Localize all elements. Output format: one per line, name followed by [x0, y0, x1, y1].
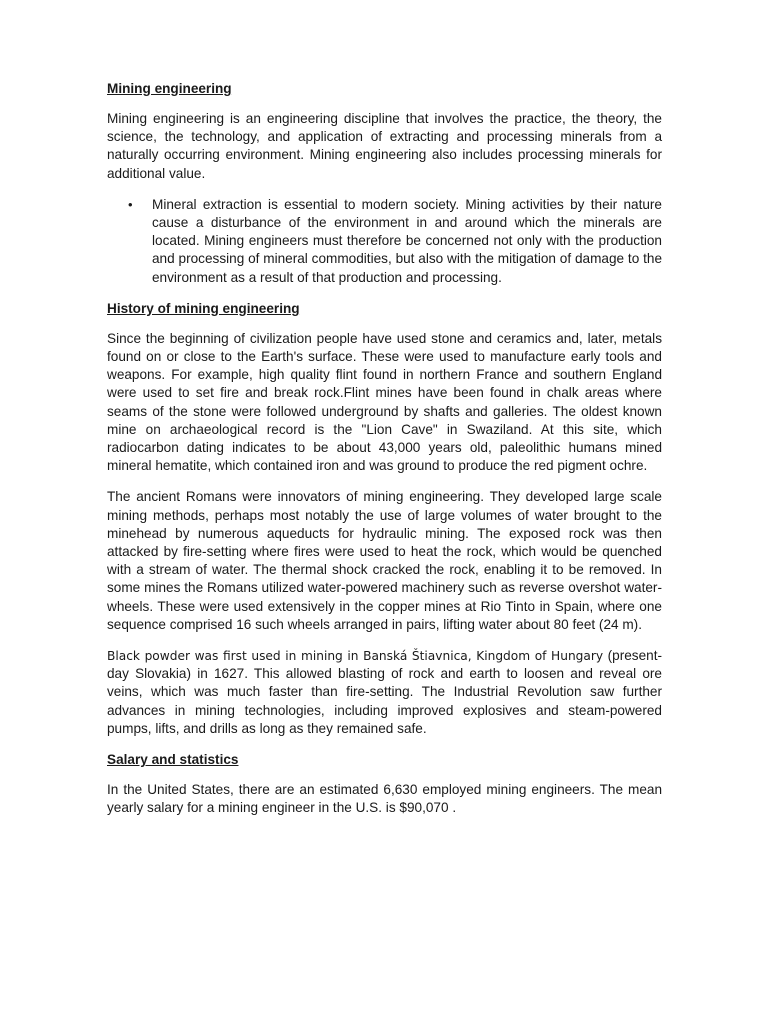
- paragraph-history-1: Since the beginning of civilization people have used stone and ceramics and, later, metals found on or close to the Earth's surface. These were used to manufacture early tools and weapons. For example, high quality flint found in northern France and southern England were used to set fire and break rock.Flint mines have been found in chalk areas where seams of the stone were followed underground by shafts and galleries. The oldest known mine on archaeological record is the "Lion Cave" in Swaziland. At this site, which radiocarbon dating indicates to be about 43,000 years old, paleolithic humans mined mineral hematite, which contained iron and was ground to produce the red pigment ochre.: [107, 330, 662, 474]
- paragraph-history-2: The ancient Romans were innovators of mining engineering. They developed large scale mining methods, perhaps most notably the use of large volumes of water brought to the minehead by numerous aqueducts for hydraulic mining. The exposed rock was then attacked by fire-setting where fires were used to heat the rock, which would be quenched with a stream of water. The thermal shock cracked the rock, enabling it to be removed. In some mines the Romans utilized water-powered machinery such as reverse overshot water-wheels. These were used extensively in the copper mines at Rio Tinto in Spain, where one sequence comprised 16 such wheels arranged in pairs, lifting water about 80 feet (24 m).: [107, 489, 662, 632]
- heading-salary: Salary and statistics: [107, 752, 239, 768]
- heading-mining-engineering: Mining engineering: [107, 81, 232, 96]
- heading-history: History of mining engineering: [107, 300, 300, 316]
- document-page: [107, 80, 662, 818]
- paragraph-history-3-rest: (present-day Slovakia) in 1627. This allowed blasting of rock and earth to loosen and reveal ore veins, which was much faster than fire-setting. The Industrial Revolution saw further advances in mining technologies, including improved explosives and steam-powered pumps, lifts, and drills as long as they remained safe.: [107, 648, 662, 736]
- paragraph-mining-intro: Mining engineering is an engineering discipline that involves the practice, the theory, the science, the technology, and application of extracting and processing minerals from a naturally occurring environment. Mining engineering also includes processing minerals for additional value.: [107, 111, 662, 181]
- bullet-list: [107, 196, 662, 287]
- paragraph-history-3: [107, 647, 662, 738]
- bullet-text: Mineral extraction is essential to modern society. Mining activities by their nature cause a disturbance of the environment in and around which the minerals are located. Mining engineers must therefore be concerned not only with the production and processing of mineral commodities, but also with the mitigation of damage to the environment as a result of that production and processing.: [152, 196, 662, 285]
- list-item: [107, 196, 662, 287]
- paragraph-salary: In the United States, there are an estimated 6,630 employed mining engineers. The mean yearly salary for a mining engineer in the U.S. is $90,070 .: [107, 782, 662, 816]
- paragraph-history-3-lead: Black powder was first used in mining in Banská Štiavnica, Kingdom of Hungary: [107, 649, 604, 664]
- bullet-icon: •: [128, 196, 133, 212]
